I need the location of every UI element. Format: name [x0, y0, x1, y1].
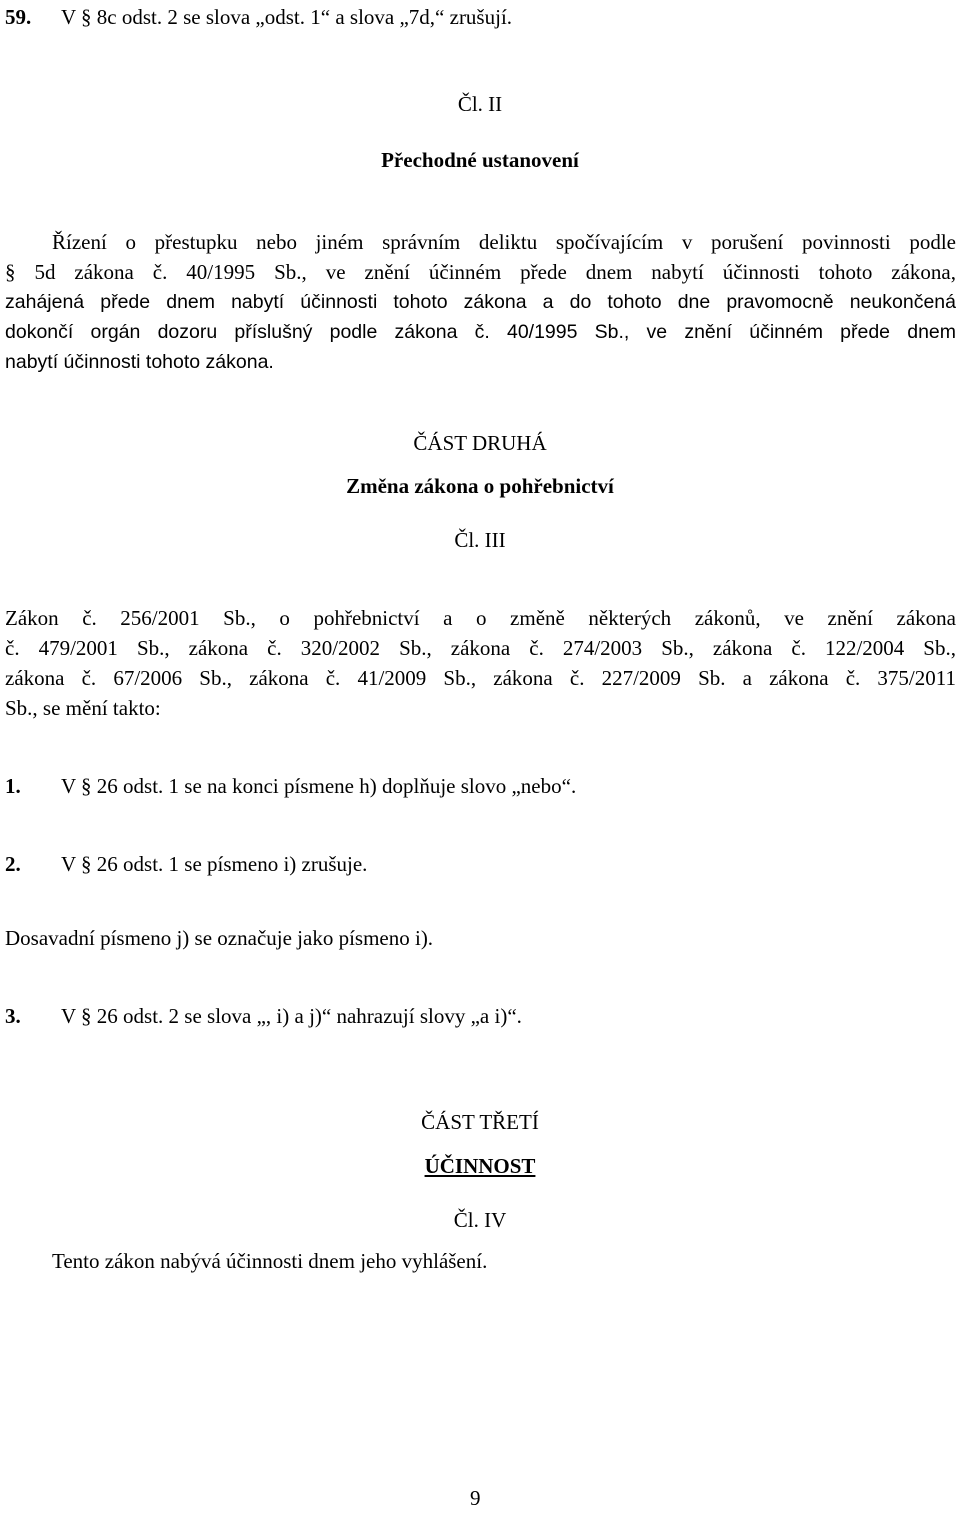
- item-number: 59.: [5, 5, 32, 29]
- article-iii-intro-line-2: č. 479/2001 Sb., zákona č. 320/2002 Sb., zákona č. 274/2003 Sb., zákona č. 122/2004 Sb.,: [5, 636, 956, 660]
- item-text: V § 26 odst. 1 se na konci písmene h) doplňuje slovo „nebo“.: [61, 774, 577, 798]
- part-two-heading: ČÁST DRUHÁ: [413, 431, 547, 455]
- page-number: 9: [470, 1486, 481, 1510]
- amendment-item-3: [5, 1002, 522, 1031]
- item-number: 1.: [5, 774, 21, 798]
- article-iii-intro-line-3: zákona č. 67/2006 Sb., zákona č. 41/2009 Sb., zákona č. 227/2009 Sb. a zákona č. 375/2011: [5, 666, 956, 690]
- article-iv-heading: Čl. IV: [453, 1208, 507, 1232]
- article-iii-intro-line-4: Sb., se mění takto:: [5, 696, 161, 720]
- amendment-item-1: [5, 772, 576, 801]
- amendment-item-59: [5, 3, 512, 32]
- item-text: V § 26 odst. 2 se slova „, i) a j)“ nahrazují slovy „a i)“.: [61, 1004, 522, 1028]
- amendment-note: Dosavadní písmeno j) se označuje jako písmeno i).: [5, 926, 434, 950]
- article-ii-title: Přechodné ustanovení: [381, 148, 579, 172]
- article-ii-line-3: zahájená přede dnem nabytí účinnosti tohoto zákona a do tohoto dne pravomocně neukončená: [5, 291, 956, 313]
- part-three-heading: ČÁST TŘETÍ: [421, 1110, 539, 1134]
- item-text: V § 26 odst. 1 se písmeno i) zrušuje.: [61, 852, 368, 876]
- article-ii-heading: Čl. II: [457, 92, 503, 116]
- article-ii-line-5: nabytí účinnosti tohoto zákona.: [5, 351, 274, 373]
- amendment-item-2: [5, 850, 367, 879]
- article-iii-heading: Čl. III: [454, 528, 506, 552]
- article-ii-line-1: Řízení o přestupku nebo jiném správním deliktu spočívajícím v porušení povinnosti podle: [52, 230, 956, 254]
- item-number: 3.: [5, 1004, 21, 1028]
- article-iv-text: Tento zákon nabývá účinnosti dnem jeho vyhlášení.: [52, 1249, 488, 1273]
- article-ii-line-4: dokončí orgán dozoru příslušný podle zákona č. 40/1995 Sb., ve znění účinném přede dnem: [5, 321, 956, 343]
- article-iii-intro-line-1: Zákon č. 256/2001 Sb., o pohřebnictví a o změně některých zákonů, ve znění zákona: [5, 606, 956, 630]
- item-number: 2.: [5, 852, 21, 876]
- part-two-title: Změna zákona o pohřebnictví: [346, 474, 614, 498]
- item-text: V § 8c odst. 2 se slova „odst. 1“ a slova „7d,“ zrušují.: [61, 5, 513, 29]
- part-three-title: ÚČINNOST: [424, 1154, 536, 1178]
- article-ii-line-2: § 5d zákona č. 40/1995 Sb., ve znění účinném přede dnem nabytí účinnosti tohoto zákona,: [5, 260, 956, 284]
